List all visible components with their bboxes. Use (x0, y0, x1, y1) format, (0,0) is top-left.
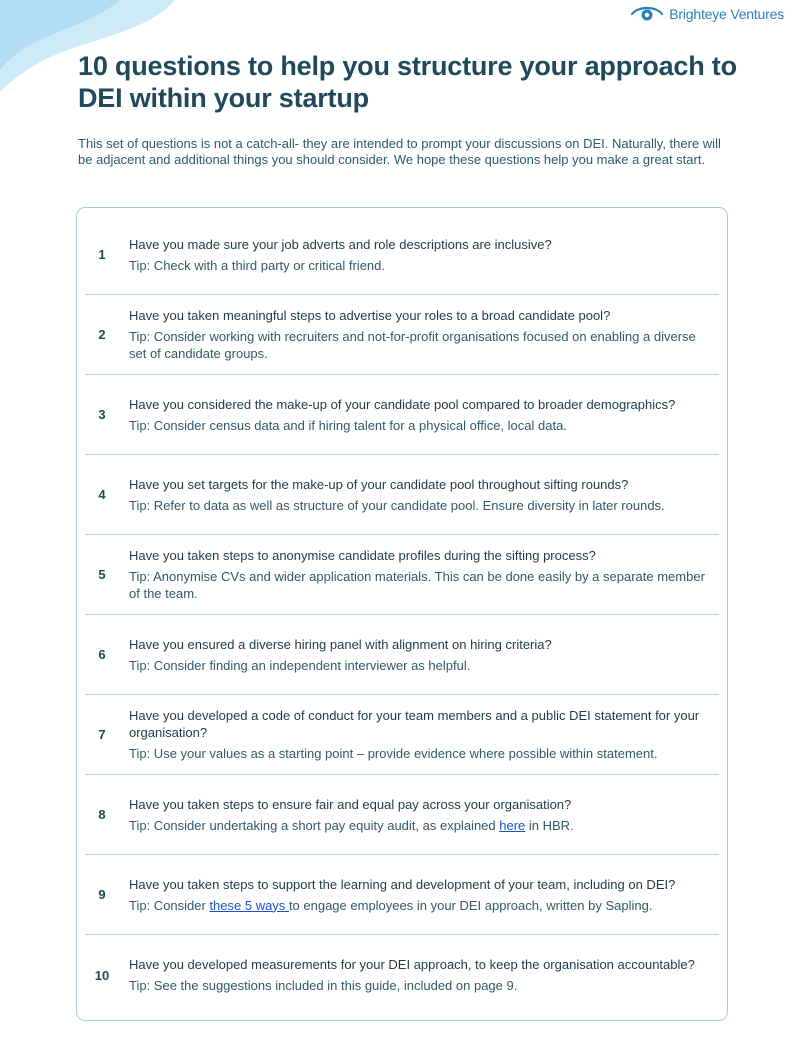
brand-logo (630, 5, 784, 23)
tip-text: Tip: Consider working with recruiters and not-for-profit organisations focused on enabling a diverse set of candidate groups. (129, 329, 696, 361)
question-number: 10 (94, 967, 110, 983)
tip-text: Tip: Anonymise CVs and wider application materials. This can be done easily by a separate member of the team. (129, 569, 705, 601)
question-text: Have you taken steps to anonymise candidate profiles during the sifting process? (129, 548, 596, 563)
question-number: 3 (98, 407, 106, 422)
tip-link[interactable]: these 5 ways (209, 897, 289, 913)
page-title: 10 questions to help you structure your approach to DEI within your startup (78, 51, 737, 113)
question-row (85, 775, 719, 855)
questions-card (76, 207, 728, 1021)
tip-text: Tip: Consider census data and if hiring talent for a physical office, local data. (129, 417, 567, 433)
question-row (85, 935, 719, 1015)
question-content (129, 455, 705, 534)
tip-text: Tip: Use your values as a starting point – provide evidence where possible within statement. (129, 746, 658, 761)
tip-suffix: to engage employees in your DEI approach, written by Sapling. (288, 897, 653, 913)
question-row (85, 695, 719, 775)
question-row (85, 455, 719, 535)
question-number: 7 (98, 727, 106, 742)
question-number: 8 (98, 807, 106, 822)
question-number: 1 (98, 247, 106, 262)
question-number: 2 (98, 327, 106, 342)
tip-text: Tip: Consider finding an independent interviewer as helpful. (129, 657, 471, 673)
question-text: Have you ensured a diverse hiring panel with alignment on hiring criteria? (129, 636, 552, 652)
question-number: 4 (98, 487, 106, 502)
question-row (85, 375, 719, 455)
question-content (129, 215, 705, 294)
tip-link[interactable]: here (499, 817, 526, 833)
question-text: Have you taken meaningful steps to advertise your roles to a broad candidate pool? (129, 308, 611, 323)
eye-icon (630, 5, 664, 23)
question-content (129, 295, 705, 374)
question-text: Have you taken steps to support the learning and development of your team, including on DEI? (129, 876, 676, 892)
question-text: Have you developed a code of conduct for your team members and a public DEI statement for your organisation? (129, 708, 700, 740)
question-text: Have you set targets for the make-up of your candidate pool throughout sifting rounds? (129, 476, 629, 492)
question-content (129, 935, 705, 1015)
question-row (85, 295, 719, 375)
tip-suffix: in HBR. (525, 817, 574, 833)
tip-text: Tip: Refer to data as well as structure of your candidate pool. Ensure diversity in later rounds. (129, 497, 665, 513)
question-text: Have you made sure your job adverts and role descriptions are inclusive? (129, 236, 552, 252)
question-content (129, 615, 705, 694)
tip-prefix: Tip: Consider undertaking a short pay equity audit, as explained (129, 817, 500, 833)
question-row (85, 535, 719, 615)
question-row (85, 615, 719, 695)
question-content (129, 695, 705, 774)
intro-paragraph: This set of questions is not a catch-all- they are intended to prompt your discussions on DEI. Naturally, there will be adjacent and additional things you should consider. We hope these questions help you make a great start. (78, 136, 721, 167)
question-content (129, 775, 705, 854)
question-number: 5 (98, 567, 106, 582)
question-content (129, 855, 705, 934)
tip-text: Tip: Check with a third party or critical friend. (129, 257, 385, 273)
tip-text (129, 817, 705, 834)
tip-text (129, 897, 705, 914)
question-text: Have you considered the make-up of your candidate pool compared to broader demographics? (129, 396, 676, 412)
tip-prefix: Tip: Consider (129, 897, 210, 913)
question-number: 9 (98, 887, 106, 902)
question-text: Have you developed measurements for your DEI approach, to keep the organisation accountable? (129, 957, 695, 972)
brand-name: Brighteye Ventures (669, 6, 784, 22)
tip-text: Tip: See the suggestions included in this guide, included on page 9. (129, 978, 518, 993)
question-content (129, 375, 705, 454)
question-row (85, 215, 719, 295)
question-row (85, 855, 719, 935)
question-text: Have you taken steps to ensure fair and equal pay across your organisation? (129, 796, 572, 812)
question-content (129, 535, 705, 614)
question-number: 6 (98, 647, 106, 662)
